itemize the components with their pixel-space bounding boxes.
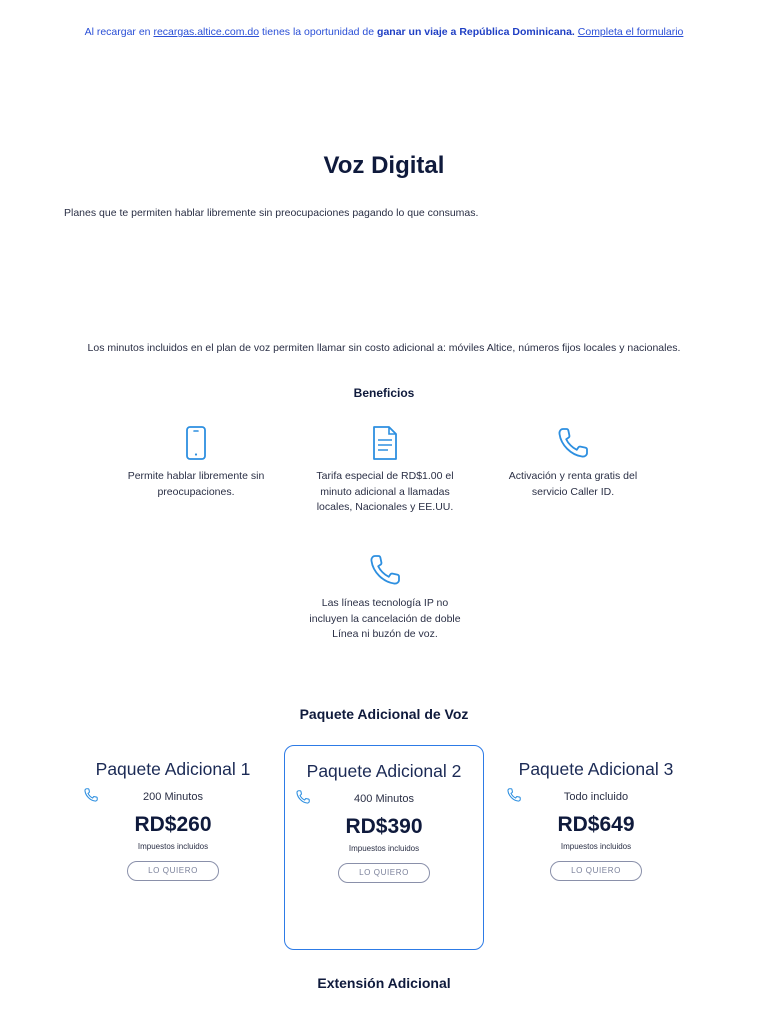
included-minutes-text: Los minutos incluidos en el plan de voz permiten llamar sin costo adicional a: móviles Altice, números fijos locales y nacionales. — [87, 342, 681, 354]
phone-icon — [295, 789, 311, 805]
banner-highlight: ganar un viaje a República Dominicana. — [377, 26, 575, 38]
extension-title: Extensión Adicional — [317, 975, 451, 991]
package-name: Paquete Adicional 3 — [518, 759, 674, 779]
benefit-text: Tarifa especial de RD$1.00 el minuto adicional a llamadas locales, Nacionales y EE.UU. — [316, 470, 454, 513]
package-minutes-row — [496, 787, 696, 807]
promo-banner — [0, 26, 768, 38]
recargas-link[interactable]: recargas.altice.com.do — [153, 26, 260, 38]
lo-quiero-button[interactable]: LO QUIERO — [127, 861, 219, 881]
package-minutes: Todo incluido — [563, 791, 629, 803]
phone-icon — [555, 425, 591, 461]
package-card-2 — [284, 745, 484, 950]
benefit-text: Permite hablar libremente sin preocupaciones. — [127, 470, 265, 498]
phone-icon — [83, 787, 99, 803]
package-minutes: 400 Minutos — [354, 793, 414, 805]
document-icon — [367, 425, 403, 461]
package-minutes-row — [285, 789, 483, 809]
benefit-text: Activación y renta gratis del servicio Caller ID. — [508, 470, 638, 498]
page-title: Voz Digital — [323, 152, 445, 179]
package-price: RD$649 — [557, 813, 635, 836]
package-tax-note: Impuestos incluidos — [560, 842, 632, 851]
benefit-item — [303, 425, 467, 516]
package-name: Paquete Adicional 2 — [306, 761, 462, 781]
package-tax-note: Impuestos incluidos — [348, 844, 420, 853]
package-card-3 — [496, 744, 696, 949]
benefit-text: Las líneas tecnología IP no incluyen la cancelación de doble Línea ni buzón de voz. — [309, 597, 461, 640]
package-minutes: 200 Minutos — [143, 791, 203, 803]
package-name: Paquete Adicional 1 — [95, 759, 251, 779]
package-tax-note: Impuestos incluidos — [137, 842, 209, 851]
lo-quiero-button[interactable]: LO QUIERO — [550, 861, 642, 881]
package-price: RD$260 — [134, 813, 212, 836]
package-price: RD$390 — [345, 815, 423, 838]
smartphone-icon — [178, 425, 214, 461]
benefit-item — [491, 425, 655, 500]
intro-text: Planes que te permiten hablar libremente sin preocupaciones pagando lo que consumas. — [64, 207, 479, 219]
lo-quiero-button[interactable]: LO QUIERO — [338, 863, 430, 883]
benefit-item — [114, 425, 278, 500]
benefits-title: Beneficios — [353, 386, 415, 400]
form-link[interactable]: Completa el formulario — [577, 26, 684, 38]
banner-prefix: Al recargar en — [84, 26, 151, 38]
packages-title: Paquete Adicional de Voz — [299, 706, 469, 722]
package-card-1 — [73, 744, 273, 949]
banner-middle: tienes la oportunidad de — [262, 26, 375, 38]
phone-icon — [367, 552, 403, 588]
phone-icon — [506, 787, 522, 803]
benefit-item — [303, 552, 467, 643]
package-minutes-row — [73, 787, 273, 807]
